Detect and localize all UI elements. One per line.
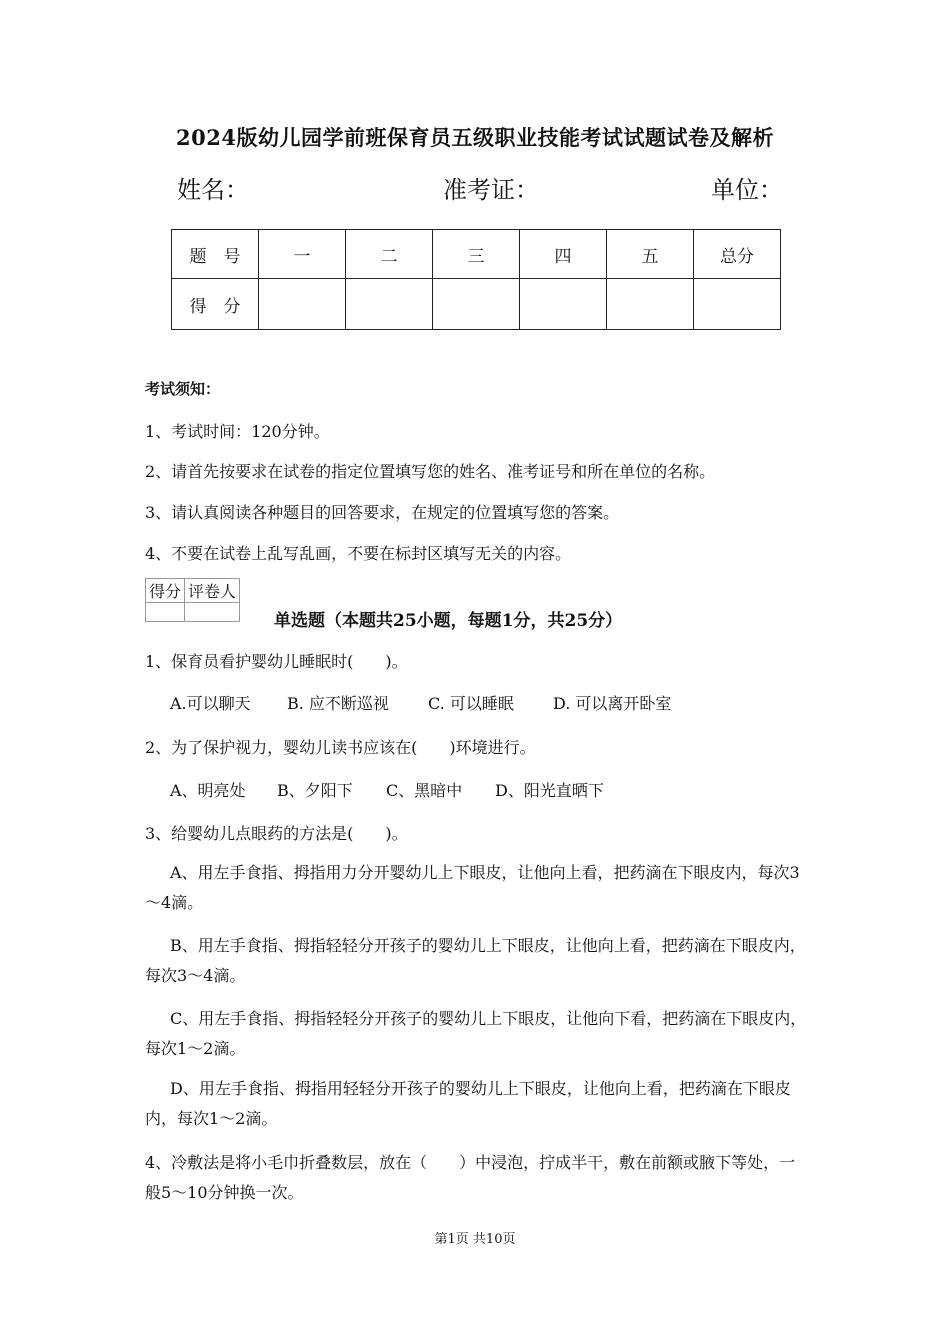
question-stem: 3、给婴幼儿点眼药的方法是( )。 [145, 824, 408, 843]
grader-box [145, 578, 240, 622]
question-stem: 4、冷敷法是将小毛巾折叠数层，放在（ ）中浸泡，拧成半干，敷在前额或腋下等处，一般5～10分钟换一次。 [145, 1153, 796, 1202]
option[interactable]: B. 应不断巡视 [287, 694, 389, 713]
option[interactable]: B、夕阳下 [277, 781, 353, 800]
unit-label: 单位： [711, 176, 783, 204]
page-title: 2024版幼儿园学前班保育员五级职业技能考试试题试卷及解析 [176, 125, 774, 150]
score-row-label: 得 分 [172, 279, 259, 330]
score-header-cell: 二 [346, 230, 433, 279]
score-input-cell[interactable] [259, 279, 346, 330]
score-header-cell: 三 [433, 230, 520, 279]
score-header-cell: 一 [259, 230, 346, 279]
option[interactable]: C. 可以睡眠 [428, 694, 514, 713]
section-title: 单选题（本题共25小题，每题1分，共25分） [274, 611, 623, 631]
name-label: 姓名： [177, 176, 249, 204]
grader-name-label: 评卷人 [185, 579, 240, 603]
question-stem: 1、保育员看护婴幼儿睡眠时( )。 [145, 652, 408, 671]
notice-item: 3、请认真阅读各种题目的回答要求，在规定的位置填写您的答案。 [145, 503, 620, 522]
option[interactable]: A、用左手食指、拇指用力分开婴幼儿上下眼皮，让他向上看，把药滴在下眼皮内，每次3～4滴。 [145, 863, 800, 912]
option[interactable]: A.可以聊天 [170, 694, 251, 713]
score-header-cell: 四 [520, 230, 607, 279]
option[interactable]: B、用左手食指、拇指轻轻分开孩子的婴幼儿上下眼皮，让他向上看，把药滴在下眼皮内，每次3～4滴。 [145, 936, 806, 985]
score-header-cell: 五 [607, 230, 694, 279]
question-options [170, 778, 604, 801]
option[interactable]: C、黑暗中 [386, 781, 463, 800]
score-header-cell: 题 号 [172, 230, 259, 279]
page-footer: 第1页 共10页 [434, 1232, 516, 1247]
score-header-cell: 总分 [694, 230, 781, 279]
option[interactable]: D. 可以离开卧室 [553, 694, 672, 713]
option[interactable]: C、用左手食指、拇指轻轻分开孩子的婴幼儿上下眼皮，让他向下看，把药滴在下眼皮内，每次1～2滴。 [145, 1009, 807, 1058]
score-input-cell[interactable] [520, 279, 607, 330]
score-table [171, 229, 781, 330]
grader-name-cell[interactable] [185, 603, 240, 622]
notice-item: 2、请首先按要求在试卷的指定位置填写您的姓名、准考证号和所在单位的名称。 [145, 462, 716, 481]
exam-id-label: 准考证： [443, 176, 539, 204]
option[interactable]: D、用左手食指、拇指用轻轻分开孩子的婴幼儿上下眼皮，让他向上看，把药滴在下眼皮内，每次1～2滴。 [145, 1079, 791, 1128]
question-options [170, 691, 671, 714]
score-input-cell[interactable] [433, 279, 520, 330]
score-input-cell[interactable] [346, 279, 433, 330]
notice-title: 考试须知： [145, 380, 221, 398]
notice-item: 4、不要在试卷上乱写乱画，不要在标封区填写无关的内容。 [145, 544, 572, 563]
score-input-cell[interactable] [694, 279, 781, 330]
question-stem: 2、为了保护视力，婴幼儿读书应该在( )环境进行。 [145, 738, 536, 757]
grader-score-label: 得分 [146, 579, 185, 603]
notice-item: 1、考试时间：120分钟。 [145, 422, 330, 441]
score-input-cell[interactable] [607, 279, 694, 330]
grader-score-cell[interactable] [146, 603, 185, 622]
option[interactable]: D、阳光直晒下 [495, 781, 604, 800]
option[interactable]: A、明亮处 [170, 781, 246, 800]
